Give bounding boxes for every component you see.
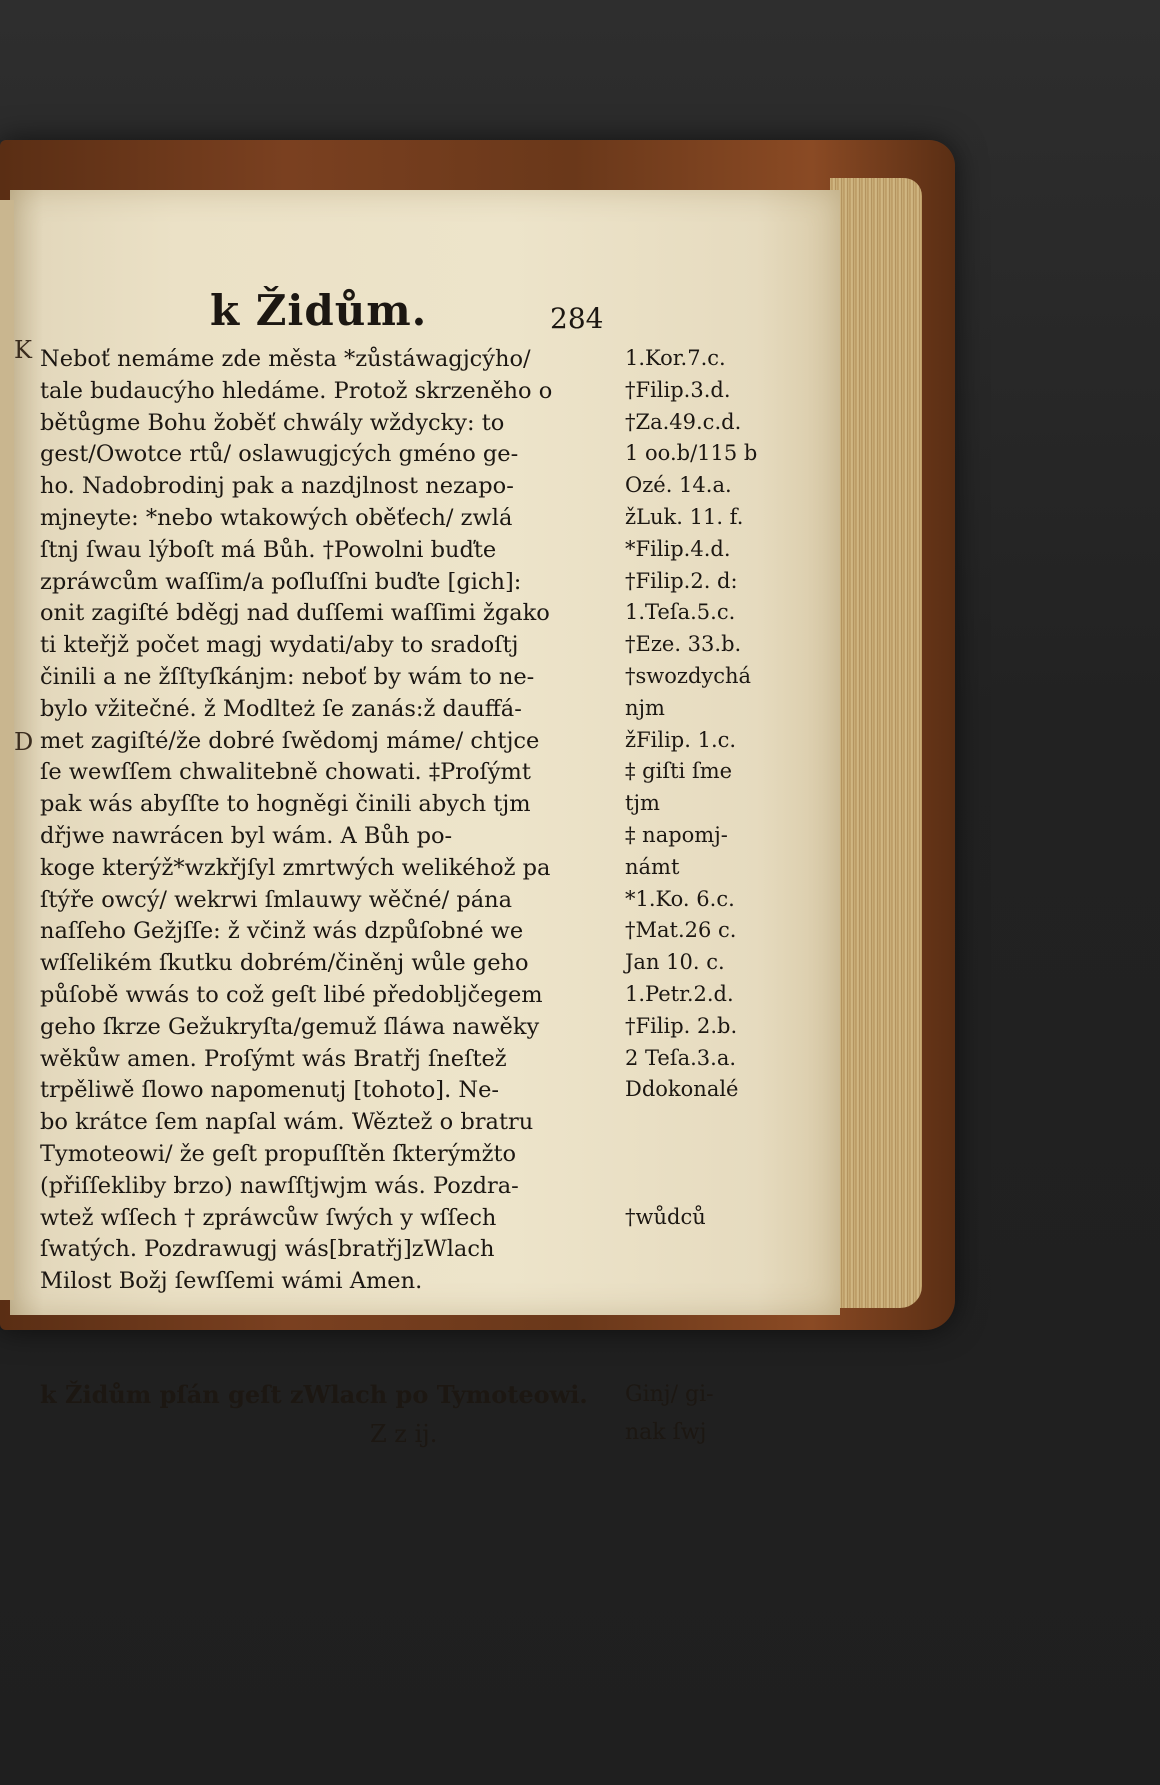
margin-note: †Filip.3.d. (625, 377, 731, 402)
text-line: onit zagiſté bděgj nad duſſemi waſſimi žgako (40, 600, 550, 627)
margin-note: žLuk. 11. f. (625, 505, 744, 529)
margin-note: 1.Teſa.5.c. (625, 600, 736, 625)
text-line: bětůgme Bohu žoběť chwály wždycky: to (40, 409, 505, 436)
margin-note: 2 Teſa.3.a. (625, 1045, 737, 1070)
text-line: koge kterýž*wzkřjſyl zmrtwých welikéhož pa (40, 854, 551, 881)
text-line: Neboť nemáme zde města *zůstáwagjcýho/ (40, 346, 531, 372)
text-line: geho ſkrze Gežukryſta/gemuž ſláwa nawěky (40, 1013, 540, 1040)
margin-note: tjm (625, 791, 660, 816)
margin-note: žFilip. 1.c. (625, 727, 737, 752)
text-line: bo krátce ſem napſal wám. Wěztež o bratru (40, 1109, 534, 1136)
margin-note: †wůdců (625, 1204, 706, 1229)
margin-note: ‡ napomj- (625, 823, 728, 847)
page-number: 284 (550, 302, 604, 335)
text-line: naſſeho Gežjſſe: ž včinž wás dzpůſobné we (40, 918, 524, 945)
signature-mark: Z z ij. (370, 1420, 438, 1448)
text-line: ſtýře owcý/ wekrwi ſmlauwy wěčné/ pána (40, 886, 513, 913)
text-line: gest/Owotce rtů/ oslawugjcých gméno ge- (40, 441, 519, 468)
text-line: Tymoteowi/ že geſt propuſſtěn ſkterýmžto (40, 1141, 517, 1167)
margin-note: †Filip.2. d: (625, 568, 738, 593)
margin-note: ‡ giſti ſme (625, 759, 733, 784)
text-line: mjneyte: *nebo wtakowých oběťech/ zwlá (40, 505, 513, 531)
page-edges (830, 178, 922, 1308)
text-line: Milost Božj ſewſſemi wámi Amen. (40, 1268, 423, 1295)
colophon-line: k Židům pſán geſt zWlach po Tymoteowi. (40, 1380, 588, 1409)
text-line: wěkůw amen. Proſýmt wás Bratřj ſneſtež (40, 1045, 507, 1072)
margin-note: njm (625, 695, 665, 720)
margin-note: námt (625, 854, 680, 879)
margin-note: †Za.49.c.d. (625, 409, 742, 434)
running-heading: k Židům. (210, 286, 428, 335)
margin-note: 1 oo.b/115 b (625, 441, 758, 466)
text-line: pak wás abyſſte to hogněgi činili abych tjm (40, 791, 531, 818)
text-line: ho. Nadobrodinj pak a nazdjlnost nezapo- (40, 473, 514, 500)
margin-note: *Filip.4.d. (625, 536, 731, 561)
text-line: ſtnj ſwau lýboſt má Bůh. †Powolni buďte (40, 536, 497, 563)
text-line: (přiſſekliby brzo) nawſſtjwjm wás. Pozdra- (40, 1172, 519, 1199)
text-line: půſobě wwás to což geſt libé předobljčegem (40, 982, 543, 1008)
text-line: wſſelikém ſkutku dobrém/činěnj wůle geho (40, 950, 529, 977)
margin-note: 1.Kor.7.c. (625, 346, 726, 370)
text-line: met zagiſté/že dobré ſwědomj máme/ chtjce (40, 727, 540, 754)
text-line: činili a ne žſſtyſkánjm: neboť by wám to ne- (40, 664, 535, 690)
margin-note: *1.Ko. 6.c. (625, 886, 735, 911)
margin-note: †Mat.26 c. (625, 918, 737, 943)
left-page-strip (0, 200, 14, 1300)
margin-note: 1.Petr.2.d. (625, 982, 734, 1006)
text-line: trpěliwě ſlowo napomenutj [tohoto]. Ne- (40, 1077, 499, 1104)
text-line: zpráwcům waſſim/a poſluſſni buďte [gich]: (40, 568, 522, 595)
margin-note: †swozdychá (625, 664, 752, 688)
text-line: dřjwe nawrácen byl wám. A Bůh po- (40, 823, 453, 849)
margin-note: †Filip. 2.b. (625, 1013, 738, 1038)
margin-note: Ozé. 14.a. (625, 473, 732, 498)
text-line: ſwatých. Pozdrawugj wás[bratřj]zWlach (40, 1236, 495, 1263)
text-line: wtež wſſech † zpráwcůw ſwých y wſſech (40, 1204, 497, 1231)
left-margin-mark: K (14, 336, 32, 364)
text-line: ſe wewſſem chwalitebně chowati. ‡Proſýmt (40, 759, 531, 786)
text-line: tale budaucýho hledáme. Protož skrzeněho o (40, 377, 553, 404)
margin-note: †Eze. 33.b. (625, 632, 742, 657)
text-line: bylo vžitečné. ž Modlteż ſe zanás:ž dauffá- (40, 695, 522, 722)
catchword-margin: Ginj/ gi- (625, 1382, 714, 1407)
margin-note: Jan 10. c. (625, 950, 725, 975)
catchword: nak ſwj (625, 1420, 707, 1445)
margin-note: Ddokonalé (625, 1077, 739, 1102)
left-margin-mark: D (14, 728, 34, 756)
text-line: ti kteřjž počet magj wydati/aby to sradoſtj (40, 632, 519, 659)
